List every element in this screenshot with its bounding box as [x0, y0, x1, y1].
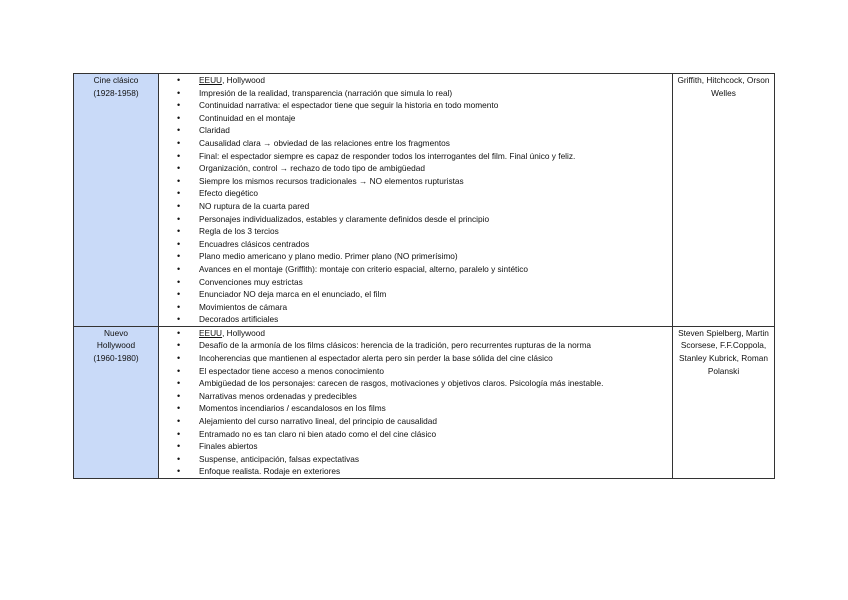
list-item: • Decorados artificiales: [159, 313, 672, 326]
directors-text: Steven Spielberg, Martin Scorsese, F.F.Coppola, Stanley Kubrick, Roman Polanski: [678, 327, 769, 376]
list-item: • Alejamiento del curso narrativo lineal, del principio de causalidad: [159, 415, 672, 428]
list-item: • Organización, control → rechazo de todo tipo de ambigüedad: [159, 162, 672, 175]
traits-list: [159, 327, 672, 478]
list-item: • Continuidad narrativa: el espectador tiene que seguir la historia en todo momento: [159, 99, 672, 112]
traits-cell: [159, 74, 673, 327]
list-item: • Finales abiertos: [159, 440, 672, 453]
list-item: • Entramado no es tan claro ni bien atado como el del cine clásico: [159, 428, 672, 441]
list-item: • Incoherencias que mantienen al espectador alerta pero sin perder la base sólida del cine clásico: [159, 352, 672, 365]
list-item: • Claridad: [159, 124, 672, 137]
list-item: • Convenciones muy estrictas: [159, 276, 672, 289]
region-link-text: EEUU: [199, 327, 223, 338]
era-label: Cine clásico (1928-1958): [93, 75, 139, 98]
list-item: • Final: el espectador siempre es capaz de responder todos los interrogantes del film. Final único y feliz.: [159, 150, 672, 163]
directors-text: Griffith, Hitchcock, Orson Welles: [677, 75, 770, 98]
table-row: [74, 326, 775, 478]
list-item: • NO ruptura de la cuarta pared: [159, 200, 672, 213]
era-label: Nuevo Hollywood (1960-1980): [93, 327, 139, 364]
era-cell: [74, 326, 159, 478]
traits-list: [159, 74, 672, 326]
list-item: • Desafío de la armonía de los films clásicos: herencia de la tradición, pero recurrentes rupturas de la norma: [159, 339, 672, 352]
list-item: • Ambigüedad de los personajes: carecen de rasgos, motivaciones y objetivos claros. Psicología más inestable.: [159, 377, 672, 390]
traits-cell: [159, 326, 673, 478]
list-item: • Momentos incendiarios / escandalosos en los films: [159, 402, 672, 415]
list-item: • Enunciador NO deja marca en el enunciado, el film: [159, 288, 672, 301]
list-item: • Encuadres clásicos centrados: [159, 238, 672, 251]
list-item: • Continuidad en el montaje: [159, 112, 672, 125]
cinema-comparison-table: [73, 73, 775, 479]
list-item: • EEUU, Hollywood: [159, 327, 672, 340]
list-item: • Siempre los mismos recursos tradicionales → NO elementos rupturistas: [159, 175, 672, 188]
list-item: • Impresión de la realidad, transparencia (narración que simula lo real): [159, 87, 672, 100]
directors-cell: [673, 74, 775, 327]
directors-cell: [673, 326, 775, 478]
list-item: • Plano medio americano y plano medio. Primer plano (NO primerísimo): [159, 250, 672, 263]
table-row: [74, 74, 775, 327]
list-item: • El espectador tiene acceso a menos conocimiento: [159, 365, 672, 378]
region-link-text: EEUU: [199, 75, 223, 85]
list-item: • Narrativas menos ordenadas y predecibles: [159, 390, 672, 403]
era-cell: [74, 74, 159, 327]
list-item: • Movimientos de cámara: [159, 301, 672, 314]
list-item: • Enfoque realista. Rodaje en exteriores: [159, 465, 672, 478]
list-item: • Avances en el montaje (Griffith): montaje con criterio espacial, alterno, paralelo y sintético: [159, 263, 672, 276]
list-item: • Causalidad clara → obviedad de las relaciones entre los fragmentos: [159, 137, 672, 150]
list-item: • Suspense, anticipación, falsas expectativas: [159, 453, 672, 466]
list-item: • Personajes individualizados, estables y claramente definidos desde el principio: [159, 213, 672, 226]
list-item: • EEUU, Hollywood: [159, 74, 672, 87]
list-item: • Efecto diegético: [159, 187, 672, 200]
list-item: • Regla de los 3 tercios: [159, 225, 672, 238]
